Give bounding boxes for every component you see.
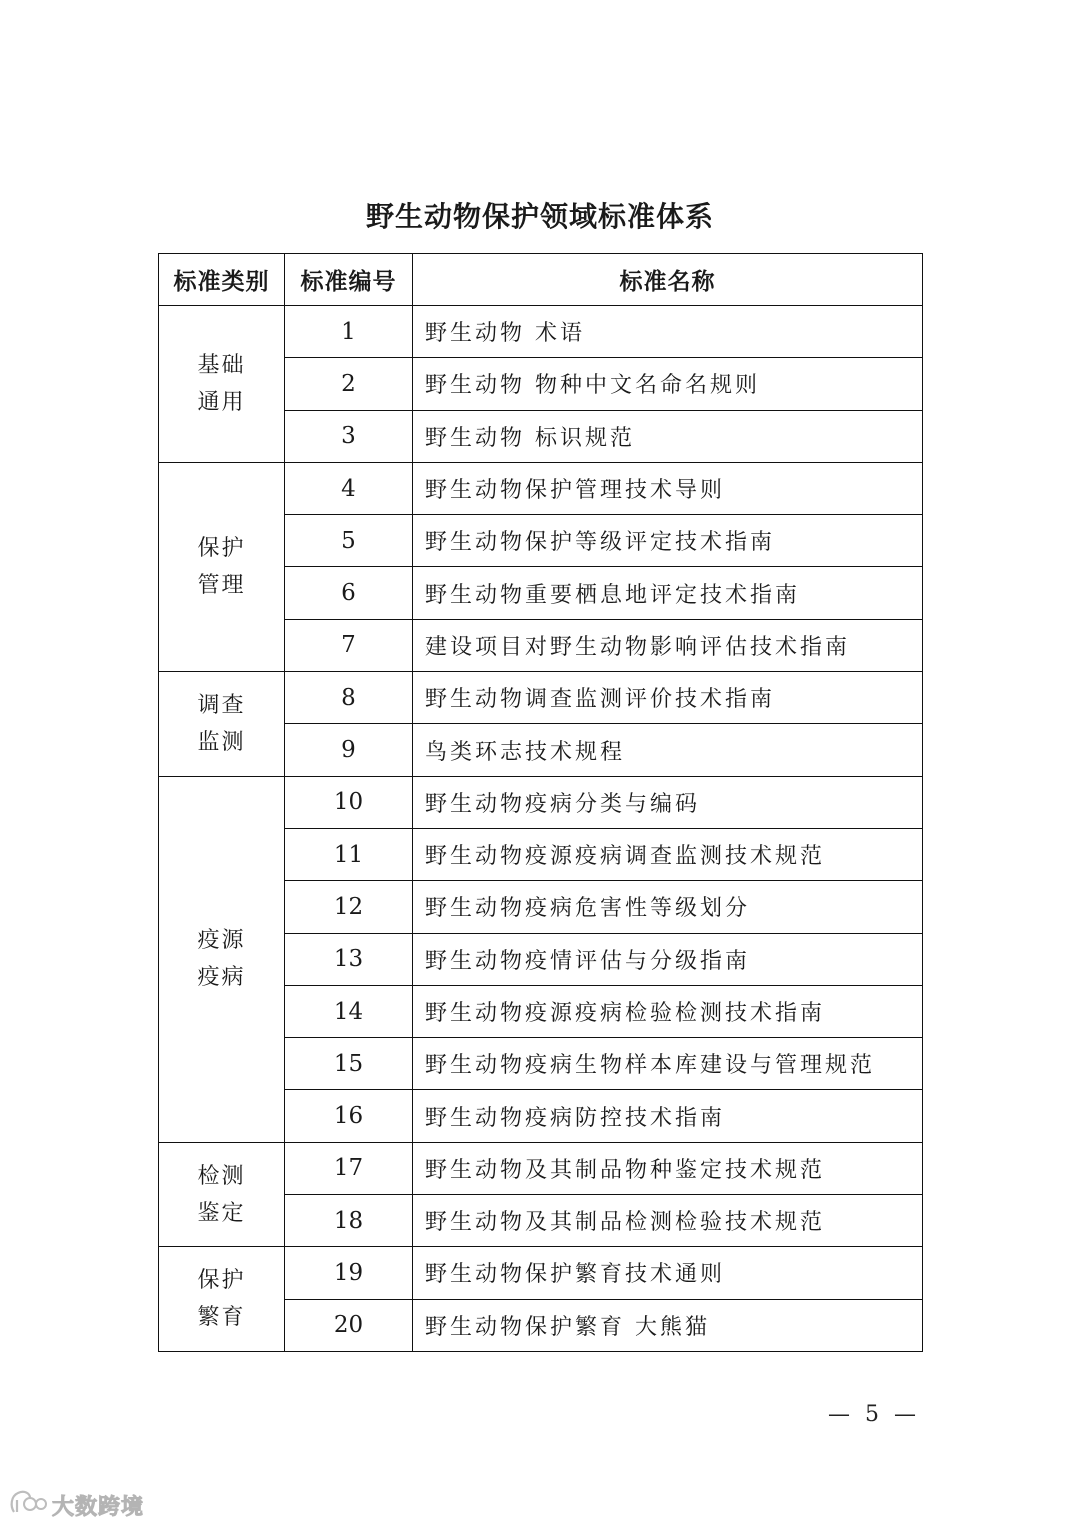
category-cell (159, 462, 285, 671)
standard-number: 11 (285, 828, 413, 880)
standard-name: 野生动物疫病分类与编码 (413, 776, 923, 828)
standard-name: 野生动物疫病防控技术指南 (413, 1090, 923, 1142)
standard-number: 16 (285, 1090, 413, 1142)
standard-number: 2 (285, 358, 413, 410)
header-number: 标准编号 (285, 254, 413, 306)
standard-number: 7 (285, 619, 413, 671)
standard-name: 野生动物疫情评估与分级指南 (413, 933, 923, 985)
document-title: 野生动物保护领域标准体系 (365, 200, 714, 233)
standard-name: 野生动物疫病危害性等级划分 (413, 881, 923, 933)
watermark (8, 1489, 144, 1521)
standard-number: 3 (285, 410, 413, 462)
standard-number: 9 (285, 724, 413, 776)
category-cell (159, 306, 285, 463)
category-line: 基础 (197, 352, 246, 378)
standard-name: 野生动物及其制品物种鉴定技术规范 (413, 1142, 923, 1194)
standard-number: 8 (285, 672, 413, 724)
category-cell (159, 1247, 285, 1352)
table-row (159, 1142, 923, 1194)
category-line: 通用 (197, 389, 246, 415)
category-cell (159, 776, 285, 1142)
watermark-text: 大数跨境 (52, 1494, 145, 1520)
page-number: — 5 — (828, 1402, 920, 1427)
category-line: 管理 (197, 572, 246, 598)
category-line: 检测 (197, 1163, 246, 1189)
standard-name: 野生动物 物种中文名命名规则 (413, 358, 923, 410)
standard-name: 野生动物重要栖息地评定技术指南 (413, 567, 923, 619)
category-line: 保护 (197, 535, 246, 561)
category-line: 疫源 (197, 928, 246, 954)
category-line: 鉴定 (197, 1200, 246, 1226)
header-name: 标准名称 (413, 254, 923, 306)
table-header-row (159, 254, 923, 306)
standard-name: 野生动物疫病生物样本库建设与管理规范 (413, 1038, 923, 1090)
watermark-logo-icon (8, 1488, 48, 1522)
category-line: 调查 (197, 692, 246, 718)
standard-number: 18 (285, 1195, 413, 1247)
category-line: 繁育 (197, 1305, 246, 1331)
standard-name: 野生动物保护等级评定技术指南 (413, 515, 923, 567)
standard-name: 野生动物保护繁育 大熊猫 (413, 1299, 923, 1351)
standard-name: 野生动物疫源疫病检验检测技术指南 (413, 985, 923, 1037)
category-cell (159, 672, 285, 777)
table-row (159, 1247, 923, 1299)
standard-number: 6 (285, 567, 413, 619)
table-row (159, 462, 923, 514)
standard-number: 19 (285, 1247, 413, 1299)
standard-number: 13 (285, 933, 413, 985)
standard-name: 野生动物 术语 (413, 306, 923, 358)
category-line: 保护 (197, 1268, 246, 1294)
category-line: 监测 (197, 729, 246, 755)
standard-name: 鸟类环志技术规程 (413, 724, 923, 776)
table-row (159, 306, 923, 358)
table-row (159, 672, 923, 724)
standard-number: 10 (285, 776, 413, 828)
standard-name: 野生动物疫源疫病调查监测技术规范 (413, 828, 923, 880)
standard-name: 野生动物调查监测评价技术指南 (413, 672, 923, 724)
standard-name: 野生动物及其制品检测检验技术规范 (413, 1195, 923, 1247)
standard-number: 4 (285, 462, 413, 514)
standard-name: 野生动物保护繁育技术通则 (413, 1247, 923, 1299)
standards-table (158, 253, 923, 1352)
standard-name: 野生动物保护管理技术导则 (413, 462, 923, 514)
standard-number: 14 (285, 985, 413, 1037)
standard-number: 1 (285, 306, 413, 358)
category-line: 疫病 (197, 965, 246, 991)
standard-number: 12 (285, 881, 413, 933)
standard-name: 野生动物 标识规范 (413, 410, 923, 462)
standard-number: 15 (285, 1038, 413, 1090)
table-row (159, 776, 923, 828)
category-cell (159, 1142, 285, 1247)
header-category: 标准类别 (159, 254, 285, 306)
standard-number: 5 (285, 515, 413, 567)
standard-name: 建设项目对野生动物影响评估技术指南 (413, 619, 923, 671)
standard-number: 20 (285, 1299, 413, 1351)
standard-number: 17 (285, 1142, 413, 1194)
